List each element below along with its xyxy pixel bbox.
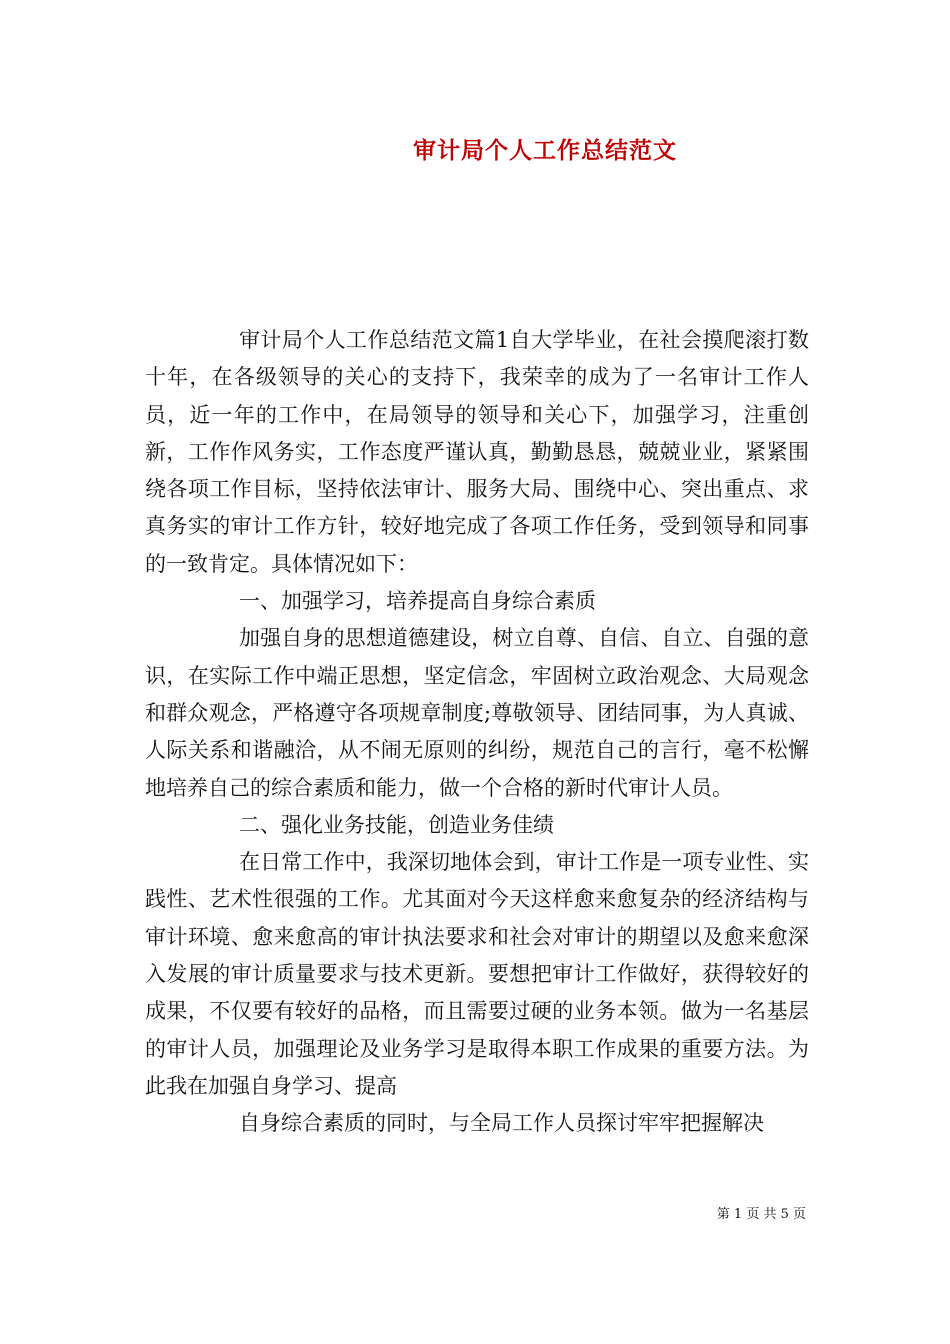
paragraph-section-1: 加强自身的思想道德建设，树立自尊、自信、自立、自强的意识，在实际工作中端正思想，坚定信念，牢固树立政治观念、大局观念和群众观念，严格遵守各项规章制度;尊敬领导、团结同事，为人真诚、人际关系和谐融洽，从不闹无原则的纠纷，规范自己的言行，毫不松懈地培养自己的综合素质和能力，做一个合格的新时代审计人员。: [145, 626, 809, 800]
paragraph-intro: 审计局个人工作总结范文篇1自大学毕业，在社会摸爬滚打数十年，在各级领导的关心的支持下，我荣幸的成为了一名审计工作人员，近一年的工作中，在局领导的领导和关心下，加强学习，注重创新，工作作风务实，工作态度严谨认真，勤勤恳恳，兢兢业业，紧紧围绕各项工作目标，坚持依法审计、服务大局、围绕中心、突出重点、求真务实的审计工作方针，较好地完成了各项工作任务，受到领导和同事的一致肯定。具体情况如下：: [145, 328, 809, 576]
paragraph-section-2: 在日常工作中，我深切地体会到，审计工作是一项专业性、实践性、艺术性很强的工作。尤其面对今天这样愈来愈复杂的经济结构与审计环境、愈来愈高的审计执法要求和社会对审计的期望以及愈来愈深入发展的审计质量要求与技术更新。要想把审计工作做好，获得较好的成果，不仅要有较好的品格，而且需要过硬的业务本领。做为一名基层的审计人员，加强理论及业务学习是取得本职工作成果的重要方法。为此我在加强自身学习、提高: [145, 850, 809, 1098]
paragraph-continued: 自身综合素质的同时，与全局工作人员探讨牢牢把握解决: [239, 1111, 764, 1136]
page-number-footer: 第 1 页 共 5 页: [716, 1207, 806, 1222]
section-heading-1: 一、加强学习，培养提高自身综合素质: [239, 589, 596, 614]
document-body: [145, 322, 809, 1143]
page-title: 审计局个人工作总结范文: [413, 137, 677, 164]
section-heading-2: 二、强化业务技能，创造业务佳绩: [239, 812, 554, 837]
